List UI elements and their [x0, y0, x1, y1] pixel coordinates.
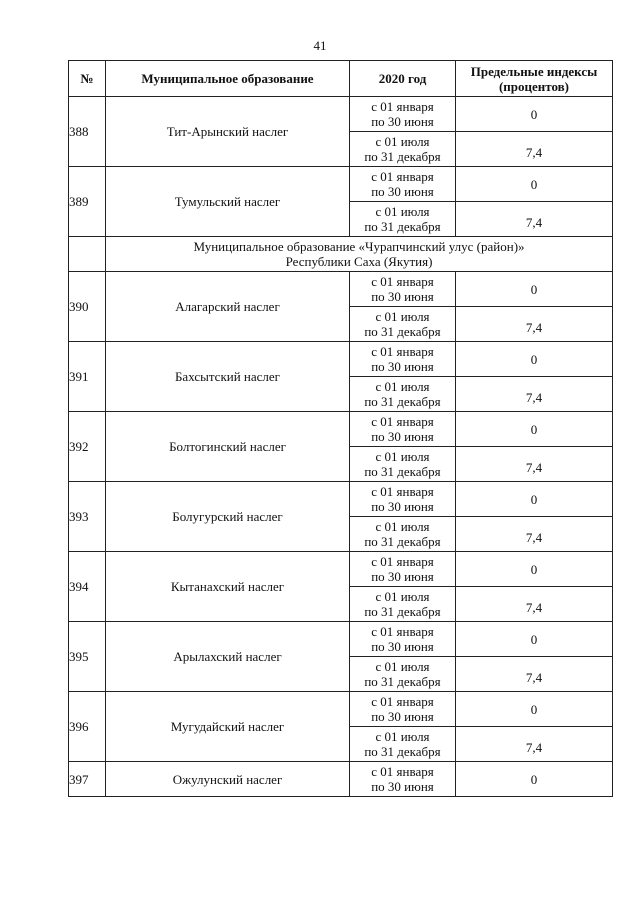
index-value: 0 — [456, 412, 613, 447]
table-header-row — [69, 61, 613, 97]
header-index-line2: (процентов) — [498, 78, 570, 94]
period-from: с 01 января — [371, 169, 434, 184]
period-to: по 31 декабря — [364, 464, 441, 479]
period-cell — [350, 307, 456, 342]
period-to: по 30 июня — [371, 499, 434, 514]
index-value: 0 — [456, 692, 613, 727]
period-from: с 01 января — [371, 344, 434, 359]
index-value: 0 — [456, 622, 613, 657]
table-row — [69, 167, 613, 202]
period-cell — [350, 482, 456, 517]
period-to: по 31 декабря — [364, 534, 441, 549]
period-cell — [350, 412, 456, 447]
period-cell — [350, 132, 456, 167]
period-to: по 30 июня — [371, 289, 434, 304]
period-cell — [350, 167, 456, 202]
row-number: 389 — [69, 167, 106, 237]
period-cell — [350, 552, 456, 587]
period-from: с 01 января — [371, 484, 434, 499]
table-row — [69, 272, 613, 307]
municipality-name: Тит-Арынский наслег — [106, 97, 350, 167]
period-from: с 01 января — [371, 274, 434, 289]
period-from: с 01 июля — [375, 519, 430, 534]
period-to: по 31 декабря — [364, 394, 441, 409]
period-cell — [350, 762, 456, 797]
row-number: 394 — [69, 552, 106, 622]
page-number: 41 — [313, 38, 327, 53]
index-value: 7,4 — [456, 202, 613, 237]
index-value: 0 — [456, 167, 613, 202]
period-to: по 31 декабря — [364, 149, 441, 164]
index-value: 0 — [456, 272, 613, 307]
row-number: 396 — [69, 692, 106, 762]
period-to: по 30 июня — [371, 709, 434, 724]
period-to: по 31 декабря — [364, 744, 441, 759]
period-to: по 30 июня — [371, 359, 434, 374]
index-value: 0 — [456, 342, 613, 377]
row-number: 395 — [69, 622, 106, 692]
index-value: 7,4 — [456, 377, 613, 412]
period-cell — [350, 622, 456, 657]
header-index-line1: Предельные индексы — [470, 63, 598, 79]
period-from: с 01 июля — [375, 134, 430, 149]
period-cell — [350, 342, 456, 377]
municipality-name: Алагарский наслег — [106, 272, 350, 342]
period-from: с 01 января — [371, 99, 434, 114]
header-municipality: Муниципальное образование — [106, 61, 350, 97]
period-to: по 31 декабря — [364, 324, 441, 339]
period-to: по 30 июня — [371, 569, 434, 584]
period-from: с 01 января — [371, 694, 434, 709]
municipality-name: Бахсытский наслег — [106, 342, 350, 412]
index-value: 7,4 — [456, 447, 613, 482]
period-cell — [350, 377, 456, 412]
period-from: с 01 июля — [375, 204, 430, 219]
header-num: № — [69, 61, 106, 97]
period-from: с 01 января — [371, 414, 434, 429]
period-cell — [350, 727, 456, 762]
index-value: 0 — [456, 762, 613, 797]
table-row — [69, 342, 613, 377]
period-cell — [350, 657, 456, 692]
table-row — [69, 692, 613, 727]
municipality-name: Арылахский наслег — [106, 622, 350, 692]
row-number: 391 — [69, 342, 106, 412]
row-number: 392 — [69, 412, 106, 482]
period-to: по 30 июня — [371, 429, 434, 444]
period-cell — [350, 447, 456, 482]
period-cell — [350, 202, 456, 237]
section-row — [69, 237, 613, 272]
period-cell — [350, 517, 456, 552]
table-row — [69, 97, 613, 132]
municipality-name: Болугурский наслег — [106, 482, 350, 552]
period-cell — [350, 692, 456, 727]
period-cell — [350, 97, 456, 132]
period-to: по 31 декабря — [364, 674, 441, 689]
period-from: с 01 января — [371, 554, 434, 569]
period-to: по 31 декабря — [364, 219, 441, 234]
table-row — [69, 552, 613, 587]
period-from: с 01 июля — [375, 659, 430, 674]
row-number: 388 — [69, 97, 106, 167]
period-to: по 30 июня — [371, 114, 434, 129]
period-to: по 31 декабря — [364, 604, 441, 619]
period-from: с 01 июля — [375, 449, 430, 464]
municipality-name: Мугудайский наслег — [106, 692, 350, 762]
period-from: с 01 июля — [375, 589, 430, 604]
section-heading-line1: Муниципальное образование «Чурапчинский улус (район)» — [193, 239, 525, 254]
header-year: 2020 год — [350, 61, 456, 97]
index-value: 7,4 — [456, 727, 613, 762]
index-value: 7,4 — [456, 132, 613, 167]
index-value: 7,4 — [456, 657, 613, 692]
period-from: с 01 июля — [375, 309, 430, 324]
section-num-cell — [69, 237, 106, 272]
section-heading — [106, 237, 613, 272]
period-to: по 30 июня — [371, 779, 434, 794]
index-value: 0 — [456, 97, 613, 132]
municipality-name: Кытанахский наслег — [106, 552, 350, 622]
row-number: 397 — [69, 762, 106, 797]
table-row — [69, 482, 613, 517]
index-value: 0 — [456, 552, 613, 587]
municipality-name: Болтогинский наслег — [106, 412, 350, 482]
row-number: 393 — [69, 482, 106, 552]
period-from: с 01 января — [371, 624, 434, 639]
period-to: по 30 июня — [371, 639, 434, 654]
table-row — [69, 762, 613, 797]
index-value: 7,4 — [456, 517, 613, 552]
table-row — [69, 412, 613, 447]
index-value: 0 — [456, 482, 613, 517]
municipality-name: Ожулунский наслег — [106, 762, 350, 797]
period-cell — [350, 587, 456, 622]
tariff-index-table — [68, 60, 613, 797]
section-heading-line2: Республики Саха (Якутия) — [285, 254, 433, 269]
header-index — [456, 61, 613, 97]
table-body — [69, 97, 613, 797]
period-from: с 01 января — [371, 764, 434, 779]
row-number: 390 — [69, 272, 106, 342]
period-from: с 01 июля — [375, 729, 430, 744]
municipality-name: Тумульский наслег — [106, 167, 350, 237]
period-cell — [350, 272, 456, 307]
period-from: с 01 июля — [375, 379, 430, 394]
index-value: 7,4 — [456, 307, 613, 342]
period-to: по 30 июня — [371, 184, 434, 199]
index-value: 7,4 — [456, 587, 613, 622]
table-row — [69, 622, 613, 657]
